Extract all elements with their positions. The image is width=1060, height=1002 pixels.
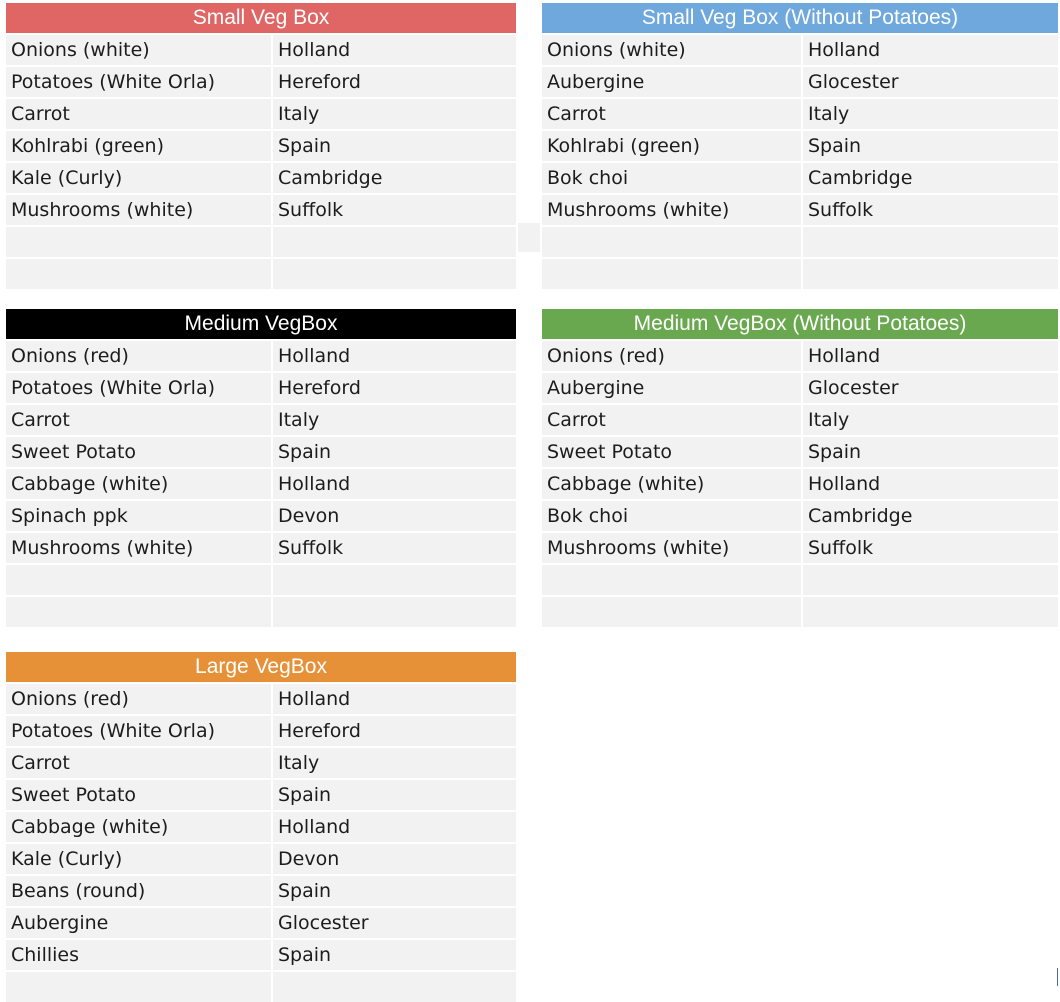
origin-cell[interactable]: Glocester [803, 373, 1058, 403]
origin-cell[interactable]: Spain [803, 437, 1058, 467]
table-row [6, 565, 516, 595]
origin-cell[interactable] [273, 597, 516, 627]
origin-cell[interactable]: Spain [273, 131, 516, 161]
origin-cell[interactable]: Italy [273, 748, 516, 778]
origin-cell[interactable]: Suffolk [273, 195, 516, 225]
table-row [6, 131, 516, 161]
table-row [542, 341, 1058, 371]
vegetable-cell[interactable]: Chillies [6, 940, 271, 970]
table-row [542, 533, 1058, 563]
origin-cell[interactable]: Holland [273, 684, 516, 714]
box-medium-vegbox-without-potatoes [542, 309, 1058, 627]
empty-cell[interactable] [518, 223, 540, 252]
table-row [542, 131, 1058, 161]
vegetable-cell[interactable]: Mushrooms (white) [542, 195, 801, 225]
table-row [6, 469, 516, 499]
table-row [542, 227, 1058, 257]
table-row [6, 259, 516, 289]
origin-cell[interactable]: Cambridge [803, 163, 1058, 193]
vegetable-cell[interactable]: Potatoes (White Orla) [6, 373, 271, 403]
origin-cell[interactable] [273, 227, 516, 257]
vegetable-cell[interactable]: Sweet Potato [6, 437, 271, 467]
vegetable-cell[interactable]: Mushrooms (white) [542, 533, 801, 563]
origin-cell[interactable]: Cambridge [273, 163, 516, 193]
origin-cell[interactable]: Devon [273, 501, 516, 531]
vegetable-cell[interactable]: Beans (round) [6, 876, 271, 906]
vegetable-cell[interactable]: Bok choi [542, 163, 801, 193]
vegetable-cell[interactable]: Onions (red) [542, 341, 801, 371]
table-row [542, 501, 1058, 531]
table-row [542, 67, 1058, 97]
table-row [6, 940, 516, 970]
vegetable-cell[interactable] [6, 972, 271, 1002]
vegetable-cell[interactable] [6, 597, 271, 627]
vegetable-cell[interactable]: Sweet Potato [542, 437, 801, 467]
box-rows [6, 684, 516, 1002]
box-medium-vegbox [6, 309, 516, 627]
table-row [6, 972, 516, 1002]
table-row [542, 405, 1058, 435]
vegetable-cell[interactable] [6, 227, 271, 257]
vegetable-cell[interactable]: Bok choi [542, 501, 801, 531]
table-row [542, 597, 1058, 627]
table-row [6, 195, 516, 225]
origin-cell[interactable]: Spain [273, 437, 516, 467]
origin-cell[interactable]: Spain [273, 876, 516, 906]
vegetable-cell[interactable]: Aubergine [6, 908, 271, 938]
origin-cell[interactable]: Hereford [273, 67, 516, 97]
vegetable-cell[interactable] [542, 227, 801, 257]
vegetable-cell[interactable]: Carrot [542, 405, 801, 435]
vegetable-cell[interactable]: Cabbage (white) [6, 469, 271, 499]
origin-cell[interactable]: Italy [803, 99, 1058, 129]
vegetable-cell[interactable]: Kohlrabi (green) [6, 131, 271, 161]
origin-cell[interactable]: Suffolk [273, 533, 516, 563]
table-row [6, 341, 516, 371]
table-row [6, 748, 516, 778]
vegetable-cell[interactable]: Potatoes (White Orla) [6, 716, 271, 746]
box-rows [6, 341, 516, 627]
origin-cell[interactable]: Glocester [273, 908, 516, 938]
origin-cell[interactable]: Glocester [803, 67, 1058, 97]
vegetable-cell[interactable]: Mushrooms (white) [6, 195, 271, 225]
table-row [542, 437, 1058, 467]
origin-cell[interactable] [803, 565, 1058, 595]
origin-cell[interactable]: Holland [273, 341, 516, 371]
origin-cell[interactable]: Holland [803, 469, 1058, 499]
table-row [6, 812, 516, 842]
cell-cursor-marker [1057, 968, 1058, 986]
vegetable-cell[interactable] [542, 565, 801, 595]
vegetable-cell[interactable]: Mushrooms (white) [6, 533, 271, 563]
table-row [6, 99, 516, 129]
origin-cell[interactable]: Suffolk [803, 195, 1058, 225]
origin-cell[interactable] [803, 259, 1058, 289]
origin-cell[interactable]: Italy [273, 99, 516, 129]
vegetable-cell[interactable]: Onions (red) [6, 341, 271, 371]
table-row [6, 35, 516, 65]
vegetable-cell[interactable]: Kale (Curly) [6, 844, 271, 874]
table-row [6, 501, 516, 531]
table-row [6, 405, 516, 435]
vegetable-cell[interactable]: Carrot [6, 405, 271, 435]
origin-cell[interactable]: Spain [803, 131, 1058, 161]
box-title: Small Veg Box (Without Potatoes) [542, 3, 1058, 33]
origin-cell[interactable]: Hereford [273, 373, 516, 403]
table-row [542, 163, 1058, 193]
vegetable-cell[interactable] [542, 259, 801, 289]
origin-cell[interactable]: Italy [803, 405, 1058, 435]
box-large-vegbox [6, 652, 516, 1002]
origin-cell[interactable] [273, 259, 516, 289]
vegetable-cell[interactable]: Spinach ppk [6, 501, 271, 531]
origin-cell[interactable]: Suffolk [803, 533, 1058, 563]
box-title: Large VegBox [6, 652, 516, 682]
vegetable-cell[interactable]: Cabbage (white) [542, 469, 801, 499]
table-row [6, 533, 516, 563]
origin-cell[interactable] [273, 565, 516, 595]
box-small-veg-box-without-potatoes [542, 3, 1058, 289]
table-row [542, 195, 1058, 225]
origin-cell[interactable] [803, 597, 1058, 627]
box-small-veg-box [6, 3, 516, 289]
table-row [542, 565, 1058, 595]
vegetable-cell[interactable]: Kohlrabi (green) [542, 131, 801, 161]
origin-cell[interactable] [273, 972, 516, 1002]
table-row [6, 876, 516, 906]
table-row [6, 597, 516, 627]
vegetable-cell[interactable]: Kale (Curly) [6, 163, 271, 193]
origin-cell[interactable]: Hereford [273, 716, 516, 746]
table-row [6, 373, 516, 403]
table-row [6, 227, 516, 257]
vegetable-cell[interactable] [6, 565, 271, 595]
box-rows [542, 341, 1058, 627]
box-title: Medium VegBox [6, 309, 516, 339]
vegetable-cell[interactable]: Aubergine [542, 67, 801, 97]
origin-cell[interactable] [803, 227, 1058, 257]
table-row [6, 844, 516, 874]
table-row [6, 908, 516, 938]
table-row [6, 716, 516, 746]
vegetable-cell[interactable]: Cabbage (white) [6, 812, 271, 842]
table-row [542, 259, 1058, 289]
origin-cell[interactable]: Holland [273, 35, 516, 65]
table-row [6, 163, 516, 193]
table-row [6, 780, 516, 810]
vegetable-cell[interactable] [542, 597, 801, 627]
vegetable-cell[interactable]: Carrot [542, 99, 801, 129]
box-rows [542, 35, 1058, 289]
table-row [542, 373, 1058, 403]
table-row [542, 35, 1058, 65]
origin-cell[interactable]: Holland [273, 469, 516, 499]
vegetable-cell[interactable]: Aubergine [542, 373, 801, 403]
origin-cell[interactable]: Holland [803, 341, 1058, 371]
vegetable-cell[interactable]: Onions (white) [542, 35, 801, 65]
vegetable-cell[interactable]: Onions (white) [6, 35, 271, 65]
vegetable-cell[interactable]: Carrot [6, 99, 271, 129]
origin-cell[interactable]: Cambridge [803, 501, 1058, 531]
vegetable-cell[interactable]: Onions (red) [6, 684, 271, 714]
origin-cell[interactable]: Devon [273, 844, 516, 874]
vegetable-cell[interactable]: Carrot [6, 748, 271, 778]
table-row [6, 437, 516, 467]
box-title: Medium VegBox (Without Potatoes) [542, 309, 1058, 339]
vegetable-cell[interactable]: Sweet Potato [6, 780, 271, 810]
vegetable-cell[interactable]: Potatoes (White Orla) [6, 67, 271, 97]
origin-cell[interactable]: Spain [273, 940, 516, 970]
vegetable-cell[interactable] [6, 259, 271, 289]
box-title: Small Veg Box [6, 3, 516, 33]
table-row [6, 684, 516, 714]
origin-cell[interactable]: Holland [803, 35, 1058, 65]
table-row [6, 67, 516, 97]
table-row [542, 99, 1058, 129]
table-row [542, 469, 1058, 499]
box-rows [6, 35, 516, 289]
origin-cell[interactable]: Spain [273, 780, 516, 810]
origin-cell[interactable]: Italy [273, 405, 516, 435]
origin-cell[interactable]: Holland [273, 812, 516, 842]
